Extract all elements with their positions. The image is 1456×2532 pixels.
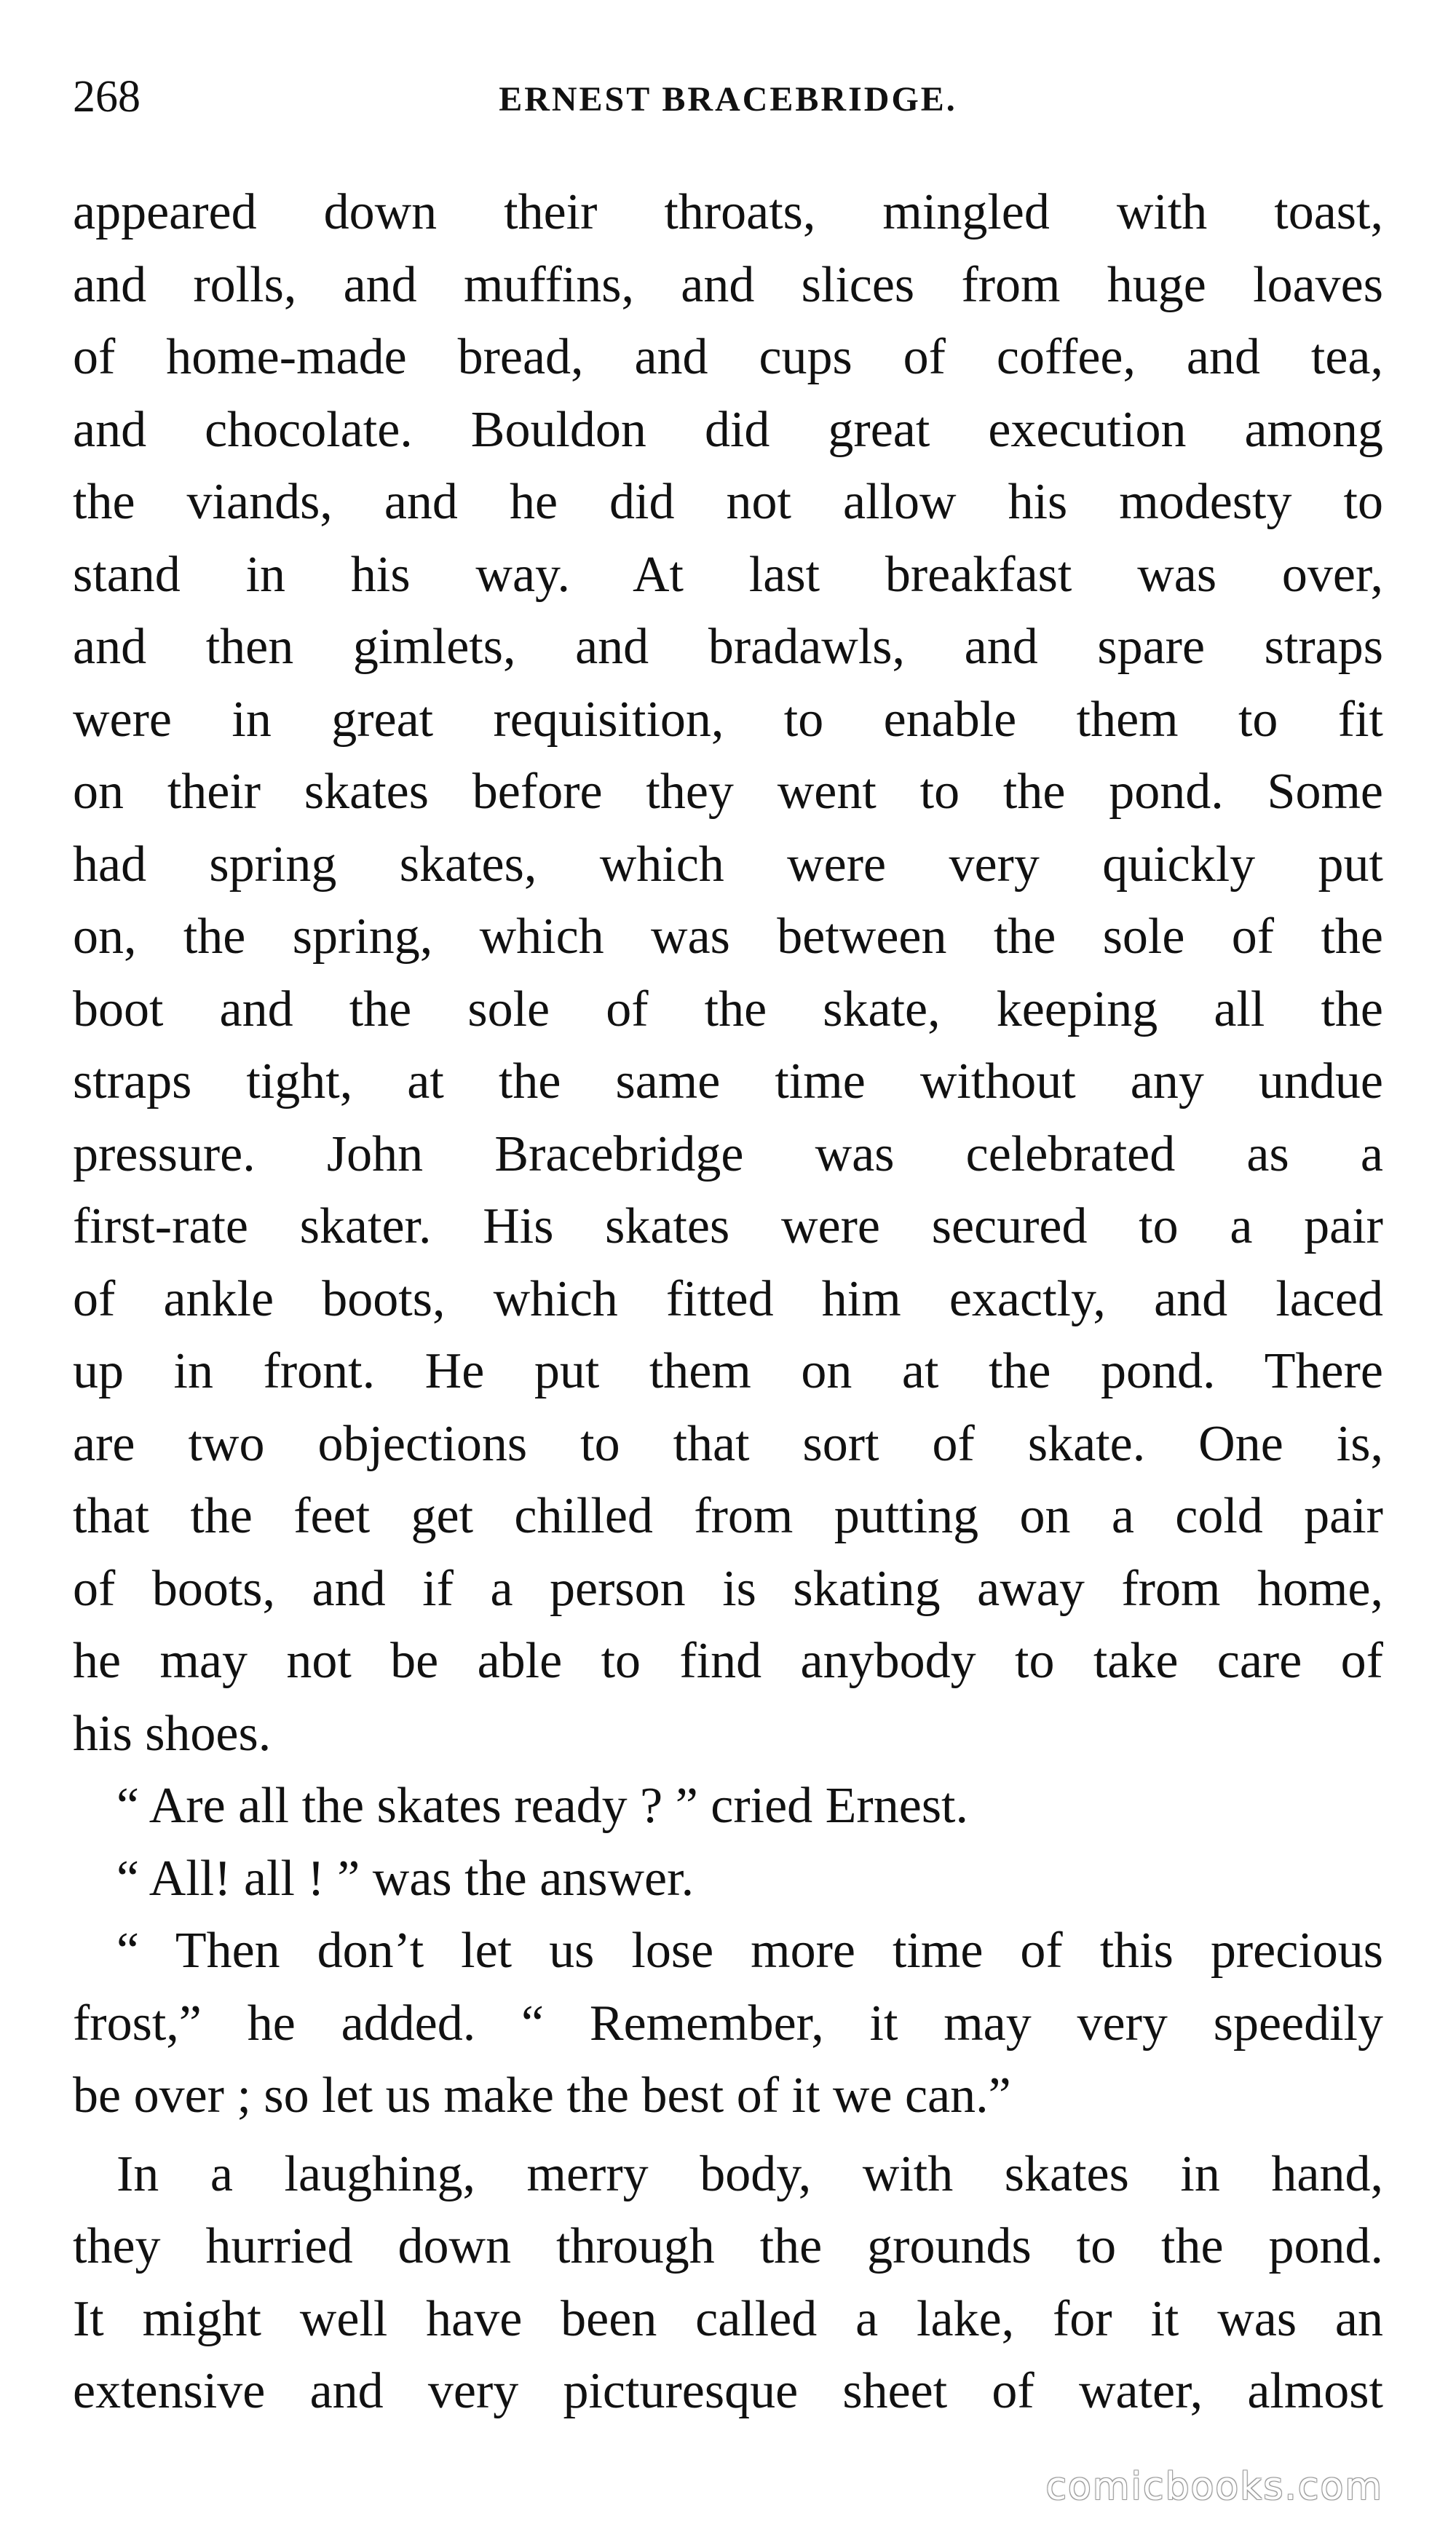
dialogue-line: “ Are all the skates ready ? ” cried Ernest. <box>116 1778 969 1834</box>
text-line: In a laughing, merry body, with skates in hand, <box>116 2145 1383 2202</box>
text-line: of boots, and if a person is skating away from home, <box>73 1560 1383 1617</box>
text-line: are two objections to that sort of skate. One is, <box>73 1415 1383 1472</box>
text-line: they hurried down through the grounds to the pond. <box>73 2218 1383 2274</box>
text-line: on their skates before they went to the pond. Some <box>73 764 1383 820</box>
text-line: extensive and very picturesque sheet of water, almost <box>73 2363 1383 2419</box>
text-line: were in great requisition, to enable them to fit <box>73 691 1383 748</box>
body-text <box>73 176 1383 2428</box>
text-line: boot and the sole of the skate, keeping all the <box>73 981 1383 1037</box>
text-line: he may not be able to find anybody to take care of <box>73 1633 1383 1689</box>
text-line: straps tight, at the same time without any undue <box>73 1053 1383 1109</box>
paragraph-gap <box>73 2132 1383 2138</box>
watermark: comicbooks.com <box>1045 2465 1383 2509</box>
text-line: It might well have been called a lake, for it was an <box>73 2290 1383 2347</box>
text-line: frost,” he added. “ Remember, it may very speedily <box>73 1995 1383 2052</box>
running-head: ERNEST BRACEBRIDGE. <box>499 80 957 119</box>
text-line: up in front. He put them on at the pond. There <box>73 1343 1383 1399</box>
text-line: and rolls, and muffins, and slices from huge loaves <box>73 256 1383 313</box>
text-line: pressure. John Bracebridge was celebrated as a <box>73 1125 1383 1182</box>
text-line: on, the spring, which was between the sole of the <box>73 909 1383 965</box>
text-line: of ankle boots, which fitted him exactly, and laced <box>73 1270 1383 1327</box>
text-line: stand in his way. At last breakfast was over, <box>73 546 1383 603</box>
text-line: the viands, and he did not allow his modesty to <box>73 474 1383 530</box>
page-header <box>73 64 1383 130</box>
text-line: his shoes. <box>73 1705 272 1762</box>
text-line: and chocolate. Bouldon did great execution among <box>73 401 1383 458</box>
text-line: that the feet get chilled from putting on a cold pair <box>73 1488 1383 1544</box>
text-line: first-rate skater. His skates were secured to a pair <box>73 1198 1383 1254</box>
text-line: be over ; so let us make the best of it we can.” <box>73 2068 1011 2124</box>
text-line: and then gimlets, and bradawls, and spare straps <box>73 619 1383 675</box>
text-line: of home-made bread, and cups of coffee, and tea, <box>73 329 1383 385</box>
text-line: appeared down their throats, mingled with toast, <box>73 184 1383 240</box>
page-number: 268 <box>73 72 141 122</box>
dialogue-line: “ Then don’t let us lose more time of this precious <box>116 1923 1383 1979</box>
text-line: had spring skates, which were very quickly put <box>73 836 1383 893</box>
dialogue-line: “ All! all ! ” was the answer. <box>116 1850 695 1907</box>
